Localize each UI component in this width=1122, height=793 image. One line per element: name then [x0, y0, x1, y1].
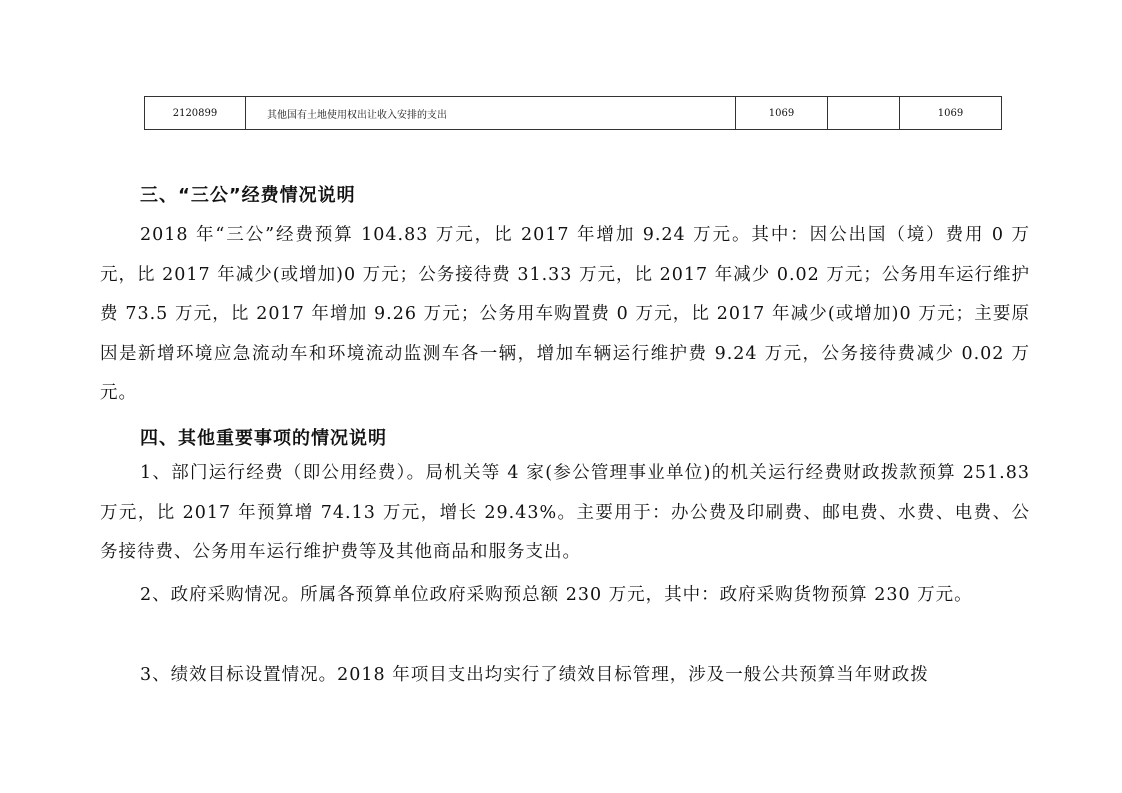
- amount-total-cell: 1069: [736, 97, 828, 130]
- subject-name-cell: 其他国有土地使用权出让收入安排的支出: [246, 97, 736, 130]
- section4-item3: 3、绩效目标设置情况。2018 年项目支出均实行了绩效目标管理，涉及一般公共预算当年财政拨: [140, 665, 929, 685]
- section4-heading: 四、其他重要事项的情况说明: [140, 428, 387, 449]
- section4-item2: 2、政府采购情况。所属各预算单位政府采购预总额 230 万元，其中：政府采购货物预算 230 万元。: [140, 585, 973, 605]
- section4-item1: 1、部门运行经费（即公用经费）。局机关等 4 家(参公管理事业单位)的机关运行经费财政拨款预算 251.83 万元，比 2017 年预算增 74.13 万元，增长 29.43%。主要用于：办公费及印刷费、邮电费、水费、电费、公务接待费、公务用车运行维护费等及其他商品和服务支出。: [100, 463, 1030, 562]
- table-row: [145, 97, 1002, 130]
- subject-code-cell: 2120899: [145, 97, 246, 130]
- amount-project-cell: 1069: [900, 97, 1002, 130]
- section3-paragraph: 2018 年“三公”经费预算 104.83 万元，比 2017 年增加 9.24 万元。其中：因公出国（境）费用 0 万元，比 2017 年减少(或增加)0 万元；公务接待费 31.33 万元，比 2017 年减少 0.02 万元；公务用车运行维护费 73.5 万元，比 2017 年增加 9.26 万元；公务用车购置费 0 万元，比 2017 年减少(或增加)0 万元；主要原因是新增环境应急流动车和环境流动监测车各一辆，增加车辆运行维护费 9.24 万元，公务接待费减少 0.02 万元。: [100, 225, 1030, 403]
- section3-heading: 三、“三公”经费情况说明: [140, 185, 356, 206]
- budget-table: [144, 96, 1002, 130]
- amount-empty-cell: [828, 97, 900, 130]
